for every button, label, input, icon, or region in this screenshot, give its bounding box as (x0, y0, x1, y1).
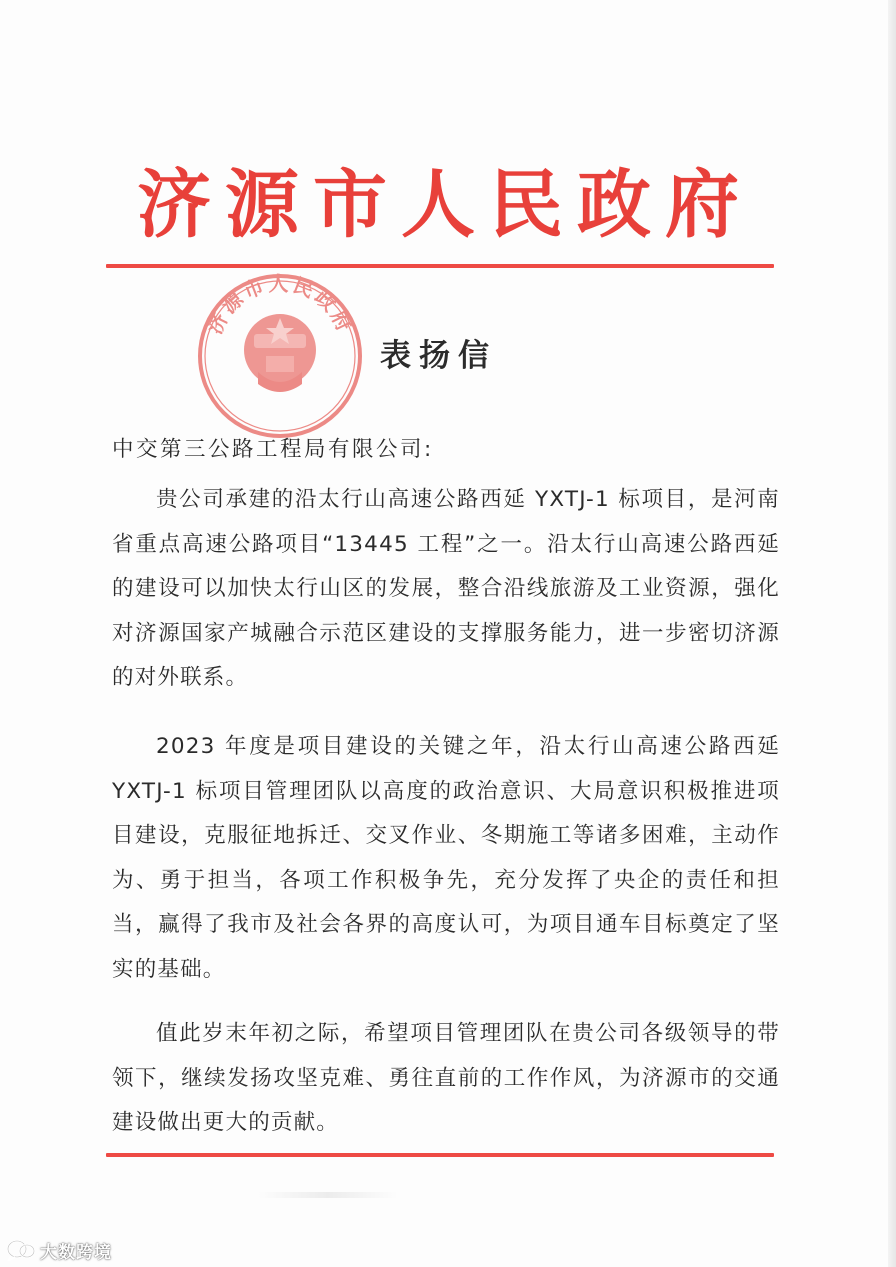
salutation: 中交第三公路工程局有限公司: (112, 437, 434, 462)
chat-bubble-logo-icon (6, 1239, 36, 1261)
paragraph-text: 贵公司承建的沿太行山高速公路西延 YXTJ-1 标项目，是河南省重点高速公路项目“13445 工程”之一。沿太行山高速公路西延的建设可以加快太行山区的发展，整合沿线旅游及工业资源，强化对济源国家产城融合示范区建设的支撑服务能力，进一步密切济源的对外联系。 (112, 487, 780, 690)
paragraph-text: 2023 年度是项目建设的关键之年，沿太行山高速公路西延 YXTJ-1 标项目管理团队以高度的政治意识、大局意识积极推进项目建设，克服征地拆迁、交叉作业、冬期施工等诸多困难，主动作为、勇于担当，各项工作积极争先，充分发挥了央企的责任和担当，赢得了我市及社会各界的高度认可，为项目通车目标奠定了坚实的基础。 (112, 734, 780, 982)
seal-arc-text: 济源市人民政府 (202, 272, 358, 338)
faint-scan-mark (258, 1192, 398, 1198)
letter-title: 表扬信 (380, 338, 497, 374)
letterhead-red-rule (106, 264, 774, 268)
watermark (6, 1238, 112, 1262)
body-paragraph-1 (112, 478, 780, 701)
paragraph-text: 值此岁末年初之际，希望项目管理团队在贵公司各级领导的带领下，继续发扬攻坚克难、勇往直前的工作作风，为济源市的交通建设做出更大的贡献。 (112, 1021, 780, 1135)
body-paragraph-3 (112, 1012, 780, 1146)
official-seal (196, 272, 364, 440)
body-paragraph-2 (112, 725, 780, 992)
footer-red-rule (106, 1153, 774, 1157)
national-emblem-icon (244, 314, 316, 392)
letterhead-title: 济源市人民政府 (137, 162, 753, 248)
watermark-text: 大数跨境 (40, 1242, 112, 1263)
